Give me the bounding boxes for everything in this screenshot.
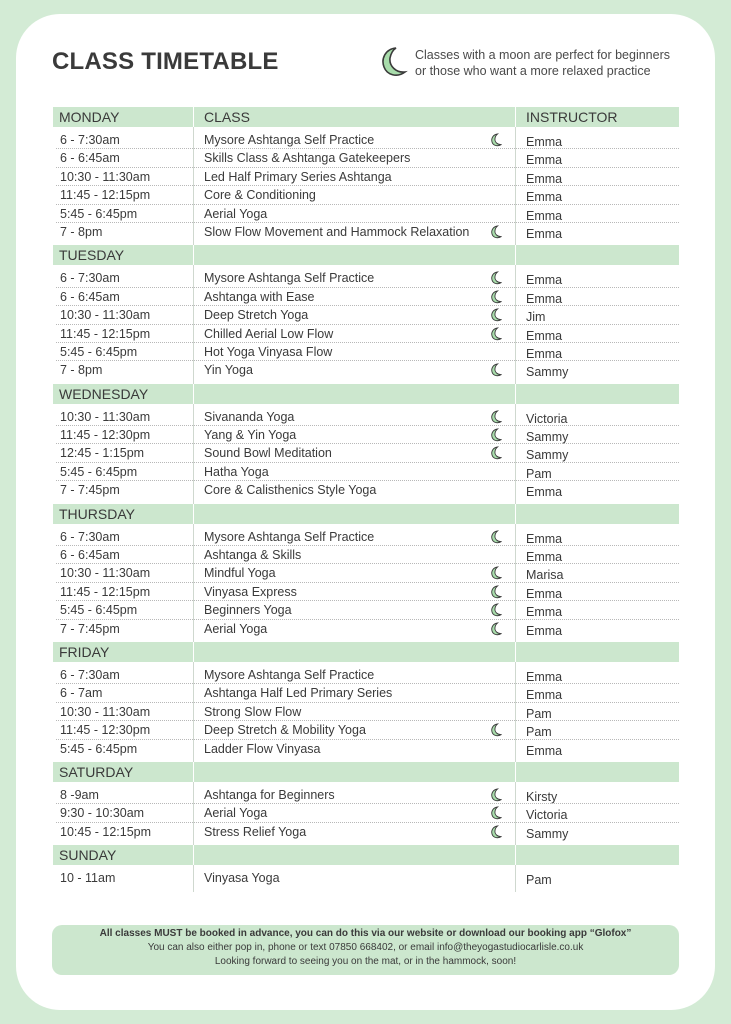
- footer-line-2: You can also either pop in, phone or text 07850 668402, or email info@theyogastudiocarlisle.co.uk: [147, 942, 584, 953]
- table-row: [53, 721, 679, 739]
- table-row: [53, 463, 679, 481]
- class-name: Ashtanga & Skills: [204, 548, 302, 563]
- day-label: FRIDAY: [59, 643, 110, 660]
- day-label: THURSDAY: [59, 505, 135, 522]
- table-row: [53, 131, 679, 149]
- class-instructor: Sammy: [526, 365, 569, 380]
- table-row: [53, 186, 679, 204]
- class-name: Stress Relief Yoga: [204, 824, 307, 839]
- footer-line-3: Looking forward to seeing you on the mat, or in the hammock, soon!: [214, 956, 517, 967]
- class-time: 10:45 - 12:15pm: [60, 824, 152, 839]
- moon-icon: [490, 327, 504, 341]
- table-row: [53, 408, 679, 426]
- moon-icon: [490, 585, 504, 599]
- moon-icon: [490, 566, 504, 580]
- class-instructor: Victoria: [526, 808, 568, 823]
- day-rows: [53, 524, 679, 642]
- moon-icon: [490, 225, 504, 239]
- class-time: 10:30 - 11:30am: [60, 409, 151, 424]
- moon-icon: [490, 806, 504, 820]
- class-time: 5:45 - 6:45pm: [60, 206, 138, 221]
- class-time: 6 - 6:45am: [60, 289, 120, 304]
- class-time: 6 - 7:30am: [60, 529, 120, 544]
- class-instructor: Emma: [526, 605, 563, 620]
- class-instructor: Pam: [526, 725, 552, 740]
- table-row: [53, 481, 679, 499]
- class-instructor: Sammy: [526, 826, 569, 841]
- class-time: 11:45 - 12:15pm: [60, 326, 151, 341]
- class-time: 9:30 - 10:30am: [60, 806, 145, 821]
- legend-text: [415, 47, 670, 79]
- table-row: [53, 288, 679, 306]
- day-rows: [53, 662, 679, 762]
- class-time: 6 - 7am: [60, 686, 103, 701]
- day-header-saturday: [53, 762, 679, 782]
- moon-icon: [490, 788, 504, 802]
- class-time: 11:45 - 12:30pm: [60, 723, 151, 738]
- class-time: 6 - 7:30am: [60, 133, 120, 147]
- moon-icon: [490, 530, 504, 544]
- footer-line-1: All classes MUST be booked in advance, you can do this via our website or download our booking app “Glofox”: [99, 928, 632, 939]
- class-name: Aerial Yoga: [204, 206, 268, 221]
- class-instructor: Sammy: [526, 430, 569, 445]
- class-instructor: Emma: [526, 531, 563, 546]
- class-name: Yin Yoga: [204, 363, 253, 378]
- class-time: 6 - 7:30am: [60, 271, 120, 286]
- moon-icon: [490, 446, 504, 460]
- day-header-wednesday: [53, 384, 679, 404]
- class-name: Deep Stretch Yoga: [204, 308, 309, 323]
- day-rows: [53, 265, 679, 383]
- class-time: 7 - 7:45pm: [60, 621, 120, 636]
- table-row: [53, 426, 679, 444]
- class-instructor: Emma: [526, 743, 563, 758]
- page-title: CLASS TIMETABLE: [52, 48, 279, 75]
- class-time: 5:45 - 6:45pm: [60, 344, 138, 359]
- moon-icon: [490, 428, 504, 442]
- class-name: Mysore Ashtanga Self Practice: [204, 271, 375, 286]
- moon-icon: [490, 603, 504, 617]
- table-body: [53, 127, 679, 892]
- table-row: [53, 444, 679, 462]
- class-instructor: Emma: [526, 623, 563, 638]
- class-time: 6 - 6:45am: [60, 151, 120, 166]
- class-name: Strong Slow Flow: [204, 704, 302, 719]
- class-name: Mysore Ashtanga Self Practice: [204, 133, 375, 147]
- moon-legend: [380, 46, 690, 80]
- class-instructor: Emma: [526, 135, 563, 149]
- class-instructor: Emma: [526, 550, 563, 565]
- day-label: TUESDAY: [59, 247, 125, 264]
- class-time: 11:45 - 12:15pm: [60, 584, 151, 599]
- table-row: [53, 684, 679, 702]
- class-name: Vinyasa Yoga: [204, 871, 280, 886]
- class-name: Sound Bowl Meditation: [204, 446, 332, 461]
- class-instructor: Sammy: [526, 448, 569, 463]
- moon-icon: [490, 271, 504, 285]
- class-time: 10:30 - 11:30am: [60, 308, 151, 323]
- header-class: CLASS: [204, 109, 250, 125]
- class-name: Ashtanga with Ease: [204, 289, 315, 304]
- class-instructor: Jim: [526, 310, 546, 325]
- day-header-friday: [53, 642, 679, 662]
- class-name: Core & Calisthenics Style Yoga: [204, 483, 377, 498]
- class-time: 10:30 - 11:30am: [60, 704, 151, 719]
- class-time: 6 - 7:30am: [60, 667, 120, 682]
- table-row: [53, 564, 679, 582]
- header-day: MONDAY: [59, 109, 120, 125]
- day-rows: [53, 865, 679, 891]
- table-row: [53, 786, 679, 804]
- day-label: SATURDAY: [59, 763, 134, 780]
- class-instructor: Emma: [526, 485, 563, 500]
- table-row: [53, 601, 679, 619]
- moon-icon: [490, 723, 504, 737]
- class-instructor: Emma: [526, 171, 563, 186]
- day-label: WEDNESDAY: [59, 385, 149, 402]
- class-name: Mysore Ashtanga Self Practice: [204, 667, 375, 682]
- class-name: Slow Flow Movement and Hammock Relaxation: [204, 224, 470, 239]
- class-time: 10:30 - 11:30am: [60, 169, 151, 184]
- table-row: [53, 343, 679, 361]
- class-name: Hatha Yoga: [204, 464, 269, 479]
- class-time: 6 - 6:45am: [60, 548, 120, 563]
- class-instructor: Kirsty: [526, 789, 558, 804]
- class-name: Mindful Yoga: [204, 566, 276, 581]
- class-name: Core & Conditioning: [204, 188, 316, 203]
- class-name: Beginners Yoga: [204, 603, 292, 618]
- day-rows: [53, 404, 679, 504]
- class-time: 11:45 - 12:30pm: [60, 428, 151, 443]
- class-name: Ashtanga Half Led Primary Series: [204, 686, 393, 701]
- class-instructor: Pam: [526, 873, 552, 888]
- legend-line-1: Classes with a moon are perfect for beginners: [415, 48, 670, 62]
- moon-icon: [490, 622, 504, 636]
- table-row: [53, 306, 679, 324]
- table-row: [53, 546, 679, 564]
- day-header-tuesday: [53, 245, 679, 265]
- moon-icon: [490, 133, 504, 147]
- table-header: [53, 107, 679, 127]
- day-rows: [53, 127, 679, 245]
- table-row: [53, 205, 679, 223]
- moon-icon: [490, 825, 504, 839]
- table-row: [53, 740, 679, 758]
- class-time: 5:45 - 6:45pm: [60, 464, 138, 479]
- table-row: [53, 583, 679, 601]
- class-instructor: Pam: [526, 466, 552, 481]
- moon-icon: [490, 363, 504, 377]
- class-name: Ashtanga for Beginners: [204, 787, 335, 802]
- table-row: [53, 223, 679, 241]
- day-header-sunday: [53, 845, 679, 865]
- class-instructor: Emma: [526, 586, 563, 601]
- class-instructor: Emma: [526, 226, 563, 241]
- class-instructor: Emma: [526, 328, 563, 343]
- class-instructor: Emma: [526, 669, 563, 684]
- class-time: 10:30 - 11:30am: [60, 566, 151, 581]
- table-row: [53, 361, 679, 379]
- class-name: Mysore Ashtanga Self Practice: [204, 529, 375, 544]
- class-name: Hot Yoga Vinyasa Flow: [204, 344, 333, 359]
- class-name: Aerial Yoga: [204, 806, 268, 821]
- table-row: [53, 804, 679, 822]
- table-row: [53, 703, 679, 721]
- moon-icon: [380, 46, 410, 78]
- class-name: Deep Stretch & Mobility Yoga: [204, 723, 366, 738]
- class-instructor: Emma: [526, 153, 563, 168]
- class-name: Vinyasa Express: [204, 584, 297, 599]
- timetable: [53, 107, 679, 892]
- class-instructor: Emma: [526, 688, 563, 703]
- class-time: 11:45 - 12:15pm: [60, 188, 151, 203]
- class-name: Led Half Primary Series Ashtanga: [204, 169, 392, 184]
- class-instructor: Emma: [526, 273, 563, 288]
- class-instructor: Emma: [526, 190, 563, 205]
- class-name: Chilled Aerial Low Flow: [204, 326, 334, 341]
- table-row: [53, 620, 679, 638]
- class-time: 7 - 8pm: [60, 224, 103, 239]
- class-time: 7 - 7:45pm: [60, 483, 120, 498]
- header-instructor: INSTRUCTOR: [526, 109, 618, 125]
- class-name: Skills Class & Ashtanga Gatekeepers: [204, 151, 411, 166]
- table-row: [53, 168, 679, 186]
- day-rows: [53, 782, 679, 845]
- moon-icon: [490, 290, 504, 304]
- table-row: [53, 269, 679, 287]
- legend-line-2: or those who want a more relaxed practice: [415, 64, 651, 78]
- day-header-thursday: [53, 504, 679, 524]
- class-time: 7 - 8pm: [60, 363, 103, 378]
- table-row: [53, 823, 679, 841]
- class-instructor: Emma: [526, 346, 563, 361]
- class-instructor: Emma: [526, 208, 563, 223]
- table-row: [53, 666, 679, 684]
- table-row: [53, 528, 679, 546]
- table-row: [53, 149, 679, 167]
- class-time: 10 - 11am: [60, 871, 116, 886]
- class-time: 8 -9am: [60, 787, 99, 802]
- class-name: Ladder Flow Vinyasa: [204, 741, 321, 756]
- class-instructor: Emma: [526, 291, 563, 306]
- day-label: SUNDAY: [59, 847, 117, 864]
- table-row: [53, 869, 679, 887]
- class-instructor: Victoria: [526, 411, 568, 426]
- moon-icon: [490, 410, 504, 424]
- class-instructor: Marisa: [526, 568, 564, 583]
- class-time: 5:45 - 6:45pm: [60, 741, 138, 756]
- booking-footer: [52, 925, 679, 975]
- moon-icon: [490, 308, 504, 322]
- class-name: Yang & Yin Yoga: [204, 428, 297, 443]
- class-instructor: Pam: [526, 706, 552, 721]
- class-name: Sivananda Yoga: [204, 409, 295, 424]
- class-time: 5:45 - 6:45pm: [60, 603, 138, 618]
- class-time: 12:45 - 1:15pm: [60, 446, 145, 461]
- class-name: Aerial Yoga: [204, 621, 268, 636]
- table-row: [53, 325, 679, 343]
